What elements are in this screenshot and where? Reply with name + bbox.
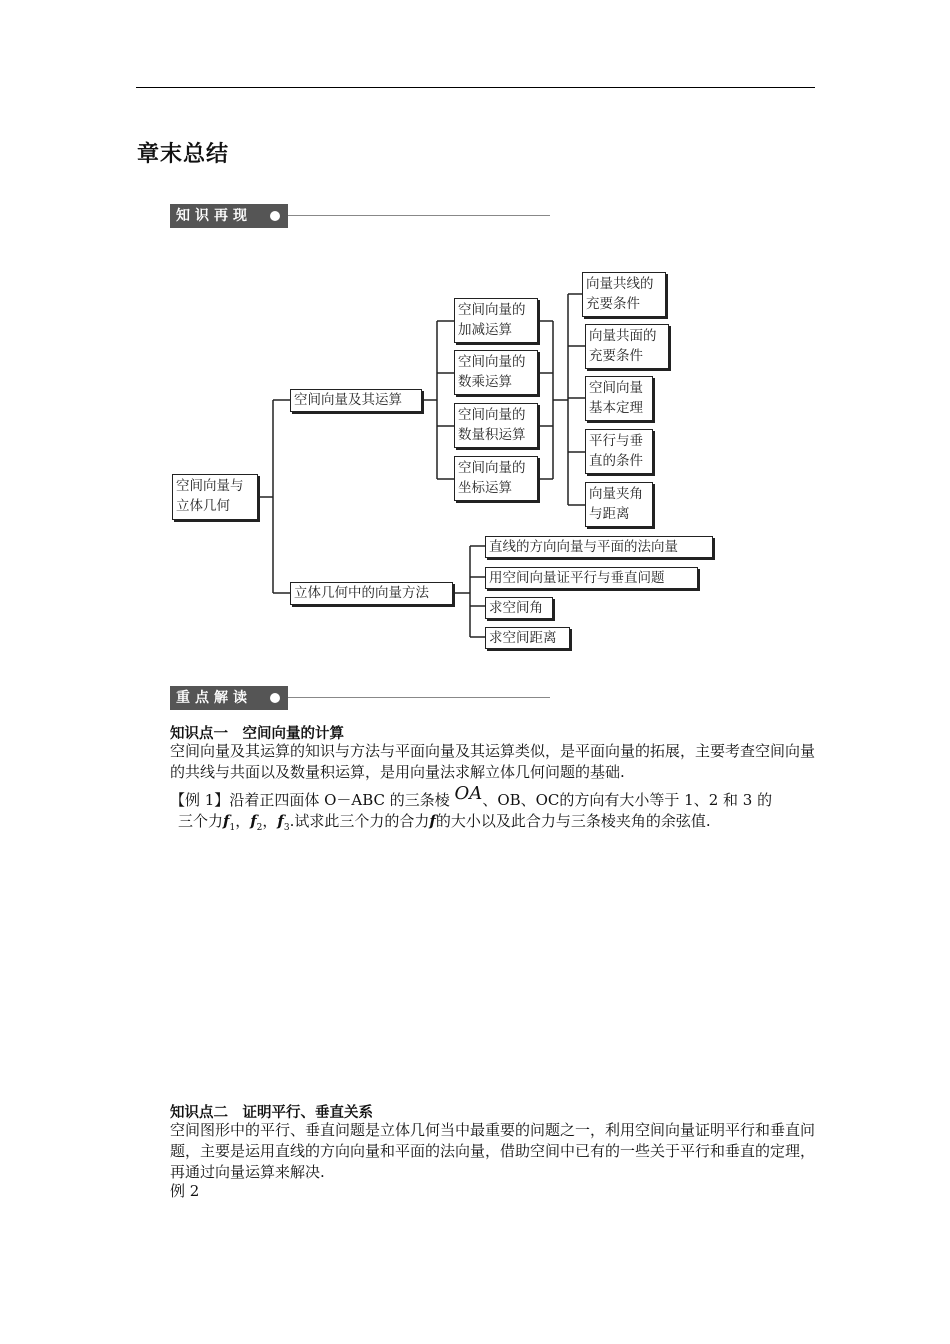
force-f2-sub: 2	[256, 823, 263, 833]
mindmap-op-dot-product: 空间向量的 数量积运算	[454, 403, 538, 448]
example1-line1	[170, 783, 820, 811]
section-divider	[288, 697, 550, 698]
section-tag-focus	[170, 686, 550, 710]
mindmap-method-prove-parallel: 用空间向量证平行与垂直问题	[485, 567, 698, 589]
force-f1: f	[223, 812, 230, 830]
example1-text-e: 的大小以及此合力与三条棱夹角的余弦值.	[435, 812, 711, 830]
mindmap-method-angle: 求空间角	[485, 597, 553, 619]
point2-heading: 知识点二 证明平行、垂直关系	[170, 1105, 373, 1121]
example1-label: 【例 1】	[170, 791, 230, 809]
force-f3-sub: 3	[283, 823, 290, 833]
mindmap-root: 空间向量与 立体几何	[172, 474, 258, 520]
mindmap-result-angle-distance: 向量夹角 与距离	[585, 482, 653, 527]
section-tag-label: 知识再现	[170, 204, 288, 228]
page-title: 章末总结	[137, 142, 230, 167]
example1-text-d: .试求此三个力的合力	[289, 812, 430, 830]
example1-text-a: 沿着正四面体 O－ABC 的三条棱	[229, 791, 450, 809]
example1-text-b: 、OB、OC的方向有大小等于 1、2 和 3 的	[482, 791, 773, 809]
point1-body: 空间向量及其运算的知识与方法与平面向量及其运算类似，是平面向量的拓展，主要考查空间向量的共线与共面以及数量积运算，是用向量法求解立体几何问题的基础.	[170, 742, 816, 781]
force-f: f	[429, 812, 436, 830]
mindmap-result-collinear: 向量共线的 充要条件	[582, 272, 666, 317]
force-f1-sub: 1	[229, 823, 236, 833]
section-tag-label: 重点解读	[170, 686, 288, 710]
point2-body: 空间图形中的平行、垂直问题是立体几何当中最重要的问题之一，利用空间向量证明平行和垂直问题，主要是运用直线的方向向量和平面的法向量，借助空间中已有的一些关于平行和垂直的定理，再通过向量运算来解决.	[170, 1121, 816, 1181]
mindmap-method-distance: 求空间距离	[485, 627, 570, 649]
mindmap-result-basis-theorem: 空间向量 基本定理	[585, 376, 653, 421]
mindmap-result-coplanar: 向量共面的 充要条件	[585, 324, 669, 369]
bullet-dot-icon	[270, 211, 280, 221]
mindmap-method-direction-normal: 直线的方向向量与平面的法向量	[485, 536, 713, 558]
example1-line2: 三个力$f_1$，$f_2$，$f_3$.试求此三个力的合力f的大小以及此合力与三条棱夹角的余弦值.	[178, 812, 711, 833]
section-tag-review	[170, 204, 550, 228]
mindmap-op-coordinates: 空间向量的 坐标运算	[454, 456, 538, 501]
force-f3: f	[277, 812, 284, 830]
mindmap-branch-operations: 空间向量及其运算	[290, 389, 422, 412]
mindmap-branch-methods: 立体几何中的向量方法	[290, 582, 453, 605]
example1-text-c: 三个力	[178, 812, 224, 830]
force-f2: f	[250, 812, 257, 830]
bullet-dot-icon	[270, 693, 280, 703]
point1-heading: 知识点一 空间向量的计算	[170, 726, 344, 742]
example2-label: 例 2	[170, 1182, 200, 1200]
mindmap-op-scalar-multiply: 空间向量的 数乘运算	[454, 350, 538, 395]
vector-oa: OA	[454, 783, 483, 804]
mindmap-op-add-subtract: 空间向量的 加减运算	[454, 298, 538, 343]
header-rule	[136, 87, 815, 88]
section-divider	[288, 215, 550, 216]
mindmap-result-parallel-perpendicular: 平行与垂 直的条件	[585, 429, 653, 474]
